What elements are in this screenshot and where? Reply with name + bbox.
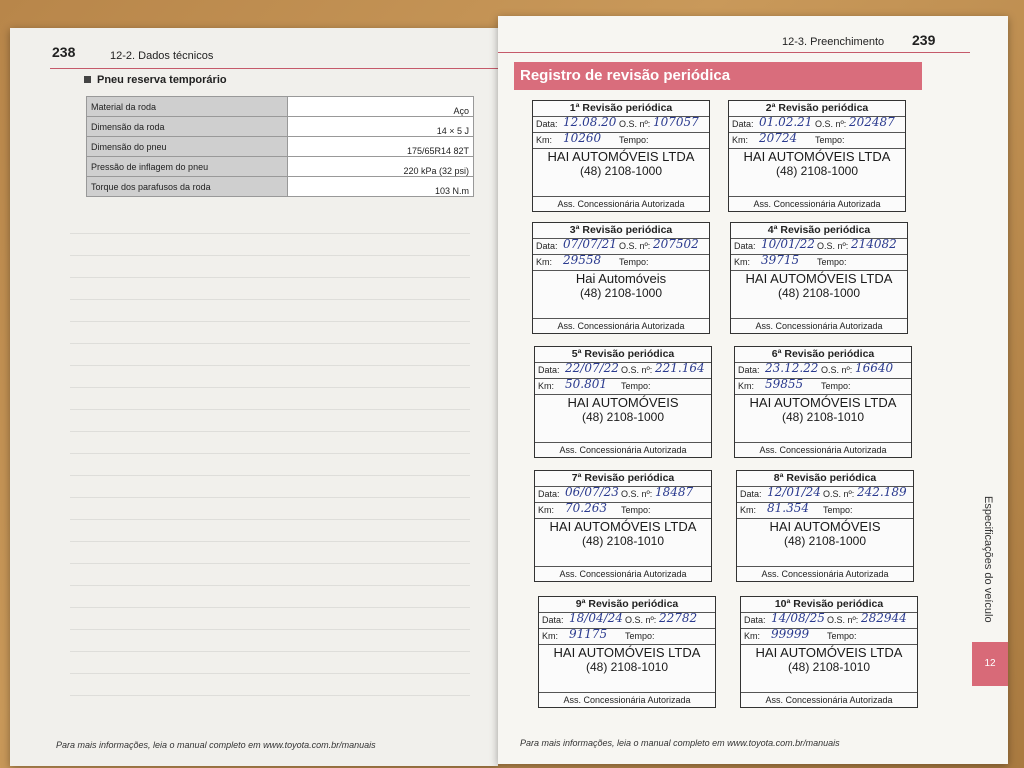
revision-card: [730, 222, 908, 334]
table-row: [87, 177, 474, 197]
card-title: 10ª Revisão periódica: [741, 597, 917, 613]
spec-label: Pressão de inflagem do pneu: [87, 157, 288, 177]
dealer-stamp: [539, 645, 715, 675]
signature-line: Ass. Concessionária Autorizada: [535, 566, 711, 581]
handwritten-km: 99999: [771, 627, 810, 641]
handwritten-date: 06/07/23: [565, 485, 619, 499]
side-label: [968, 486, 1008, 636]
section-title-left: 12-2. Dados técnicos: [110, 50, 214, 62]
handwritten-km: 70.263: [565, 501, 607, 515]
handwritten-date: 23.12.22: [765, 361, 819, 375]
revision-card: [740, 596, 918, 708]
left-page: [10, 28, 498, 766]
card-title: 3ª Revisão periódica: [533, 223, 709, 239]
stamp-name: HAI AUTOMÓVEIS LTDA: [743, 149, 891, 164]
stamp-name: HAI AUTOMÓVEIS LTDA: [553, 645, 701, 660]
signature-line: Ass. Concessionária Autorizada: [737, 566, 913, 581]
handwritten-km: 50.801: [565, 377, 607, 391]
handwritten-date: 22/07/22: [565, 361, 619, 375]
handwritten-os: 207502: [653, 237, 699, 251]
handwritten-km: 29558: [563, 253, 602, 267]
handwritten-date: 07/07/21: [563, 237, 617, 251]
tempo-label: Tempo:: [619, 257, 649, 267]
revision-card: [734, 346, 912, 458]
spec-label: Material da roda: [87, 97, 288, 117]
dealer-stamp: [741, 645, 917, 675]
card-km-row: [729, 133, 905, 149]
card-date-row: [729, 117, 905, 133]
spec-value: 220 kPa (32 psi): [288, 157, 474, 177]
bullet-square-icon: [84, 76, 91, 83]
date-label: Data:: [744, 615, 766, 625]
os-label: O.S. nº:: [821, 365, 853, 375]
date-label: Data:: [738, 365, 760, 375]
table-row: [87, 97, 474, 117]
tempo-label: Tempo:: [621, 505, 651, 515]
km-label: Km:: [732, 135, 749, 145]
dealer-stamp: [535, 395, 711, 425]
card-date-row: [735, 363, 911, 379]
date-label: Data:: [536, 241, 558, 251]
dealer-stamp: [535, 519, 711, 549]
revision-card: [538, 596, 716, 708]
date-label: Data:: [740, 489, 762, 499]
handwritten-os: 214082: [851, 237, 897, 251]
dealer-stamp: [737, 519, 913, 549]
card-date-row: [741, 613, 917, 629]
km-label: Km:: [538, 381, 555, 391]
dealer-stamp: [731, 271, 907, 301]
stamp-phone: (48) 2108-1010: [581, 534, 665, 548]
banner-title: Registro de revisão periódica: [514, 62, 922, 90]
stamp-name: HAI AUTOMÓVEIS LTDA: [749, 395, 897, 410]
card-km-row: [533, 133, 709, 149]
stamp-name: HAI AUTOMÓVEIS LTDA: [549, 519, 697, 534]
tempo-label: Tempo:: [823, 505, 853, 515]
spec-label: Dimensão do pneu: [87, 137, 288, 157]
table-row: [87, 117, 474, 137]
revision-card: [534, 470, 712, 582]
card-title: 2ª Revisão periódica: [729, 101, 905, 117]
handwritten-km: 91175: [569, 627, 608, 641]
spec-table: [86, 96, 474, 197]
card-km-row: [539, 629, 715, 645]
card-km-row: [741, 629, 917, 645]
spec-value: 103 N.m: [288, 177, 474, 197]
os-label: O.S. nº:: [625, 615, 657, 625]
header-rule-left: [50, 68, 498, 69]
signature-line: Ass. Concessionária Autorizada: [729, 196, 905, 211]
header-rule-right: [498, 52, 970, 53]
handwritten-os: 282944: [861, 611, 907, 625]
handwritten-os: 202487: [849, 115, 895, 129]
os-label: O.S. nº:: [621, 489, 653, 499]
tempo-label: Tempo:: [827, 631, 857, 641]
stamp-name: HAI AUTOMÓVEIS LTDA: [755, 645, 903, 660]
card-title: 6ª Revisão periódica: [735, 347, 911, 363]
card-km-row: [735, 379, 911, 395]
subheading-text: Pneu reserva temporário: [97, 74, 227, 86]
spec-value: Aço: [288, 97, 474, 117]
card-km-row: [533, 255, 709, 271]
km-label: Km:: [538, 505, 555, 515]
dealer-stamp: [729, 149, 905, 179]
tempo-label: Tempo:: [621, 381, 651, 391]
card-title: 1ª Revisão periódica: [533, 101, 709, 117]
os-label: O.S. nº:: [815, 119, 847, 129]
os-label: O.S. nº:: [619, 119, 651, 129]
stamp-phone: (48) 2108-1000: [581, 410, 665, 424]
spec-value: 14 × 5 J: [288, 117, 474, 137]
os-label: O.S. nº:: [817, 241, 849, 251]
handwritten-date: 10/01/22: [761, 237, 815, 251]
stamp-phone: (48) 2108-1000: [777, 286, 861, 300]
footer-left: Para mais informações, leia o manual completo em www.toyota.com.br/manuais: [56, 740, 376, 750]
stamp-name: HAI AUTOMÓVEIS LTDA: [745, 271, 893, 286]
page-number-left: 238: [52, 44, 76, 60]
date-label: Data:: [538, 489, 560, 499]
card-title: 5ª Revisão periódica: [535, 347, 711, 363]
dealer-stamp: [533, 149, 709, 179]
km-label: Km:: [744, 631, 761, 641]
revision-card: [728, 100, 906, 212]
card-title: 9ª Revisão periódica: [539, 597, 715, 613]
card-km-row: [535, 379, 711, 395]
tempo-label: Tempo:: [817, 257, 847, 267]
handwritten-date: 01.02.21: [759, 115, 813, 129]
stamp-phone: (48) 2108-1010: [787, 660, 871, 674]
revision-card: [532, 222, 710, 334]
stamp-name: Hai Automóveis: [575, 271, 667, 286]
card-km-row: [737, 503, 913, 519]
tempo-label: Tempo:: [815, 135, 845, 145]
handwritten-os: 18487: [655, 485, 694, 499]
bleed-through-texture: [70, 233, 470, 703]
revision-card: [534, 346, 712, 458]
card-date-row: [731, 239, 907, 255]
os-label: O.S. nº:: [827, 615, 859, 625]
tempo-label: Tempo:: [821, 381, 851, 391]
revision-card: [532, 100, 710, 212]
handwritten-date: 18/04/24: [569, 611, 623, 625]
handwritten-os: 16640: [855, 361, 894, 375]
handwritten-km: 81.354: [767, 501, 809, 515]
table-row: [87, 157, 474, 177]
km-label: Km:: [734, 257, 751, 267]
date-label: Data:: [734, 241, 756, 251]
stamp-name: HAI AUTOMÓVEIS LTDA: [547, 149, 695, 164]
date-label: Data:: [538, 365, 560, 375]
handwritten-os: 242.189: [857, 485, 907, 499]
signature-line: Ass. Concessionária Autorizada: [731, 318, 907, 333]
card-title: 7ª Revisão periódica: [535, 471, 711, 487]
card-date-row: [535, 363, 711, 379]
os-label: O.S. nº:: [621, 365, 653, 375]
card-title: 4ª Revisão periódica: [731, 223, 907, 239]
table-row: [87, 137, 474, 157]
signature-line: Ass. Concessionária Autorizada: [741, 692, 917, 707]
side-label-text: Especificações do veículo: [982, 496, 994, 623]
date-label: Data:: [542, 615, 564, 625]
section-title-right: 12-3. Preenchimento: [782, 36, 885, 48]
signature-line: Ass. Concessionária Autorizada: [539, 692, 715, 707]
stamp-phone: (48) 2108-1000: [579, 286, 663, 300]
stamp-phone: (48) 2108-1010: [781, 410, 865, 424]
handwritten-date: 12.08.20: [563, 115, 617, 129]
subheading: [84, 74, 227, 86]
spec-value: 175/65R14 82T: [288, 137, 474, 157]
tempo-label: Tempo:: [619, 135, 649, 145]
spec-label: Dimensão da roda: [87, 117, 288, 137]
km-label: Km:: [738, 381, 755, 391]
signature-line: Ass. Concessionária Autorizada: [533, 196, 709, 211]
stamp-name: HAI AUTOMÓVEIS: [567, 395, 679, 410]
os-label: O.S. nº:: [823, 489, 855, 499]
signature-line: Ass. Concessionária Autorizada: [535, 442, 711, 457]
right-page: [498, 16, 1008, 764]
chapter-tab: 12: [972, 642, 1008, 686]
date-label: Data:: [732, 119, 754, 129]
card-km-row: [535, 503, 711, 519]
handwritten-os: 107057: [653, 115, 699, 129]
dealer-stamp: [735, 395, 911, 425]
spec-label: Torque dos parafusos da roda: [87, 177, 288, 197]
stamp-phone: (48) 2108-1000: [783, 534, 867, 548]
stamp-phone: (48) 2108-1000: [775, 164, 859, 178]
handwritten-os: 221.164: [655, 361, 705, 375]
page-number-right: 239: [912, 32, 936, 48]
stamp-name: HAI AUTOMÓVEIS: [769, 519, 881, 534]
stamp-phone: (48) 2108-1010: [585, 660, 669, 674]
card-date-row: [737, 487, 913, 503]
card-date-row: [539, 613, 715, 629]
dealer-stamp: [533, 271, 709, 301]
signature-line: Ass. Concessionária Autorizada: [735, 442, 911, 457]
card-date-row: [535, 487, 711, 503]
km-label: Km:: [536, 135, 553, 145]
handwritten-km: 10260: [563, 131, 602, 145]
footer-right: Para mais informações, leia o manual completo em www.toyota.com.br/manuais: [520, 738, 840, 748]
card-title: 8ª Revisão periódica: [737, 471, 913, 487]
handwritten-km: 20724: [759, 131, 798, 145]
date-label: Data:: [536, 119, 558, 129]
km-label: Km:: [536, 257, 553, 267]
signature-line: Ass. Concessionária Autorizada: [533, 318, 709, 333]
km-label: Km:: [542, 631, 559, 641]
card-km-row: [731, 255, 907, 271]
handwritten-date: 12/01/24: [767, 485, 821, 499]
tempo-label: Tempo:: [625, 631, 655, 641]
os-label: O.S. nº:: [619, 241, 651, 251]
card-date-row: [533, 239, 709, 255]
revision-card: [736, 470, 914, 582]
handwritten-km: 39715: [761, 253, 800, 267]
handwritten-os: 22782: [659, 611, 698, 625]
card-date-row: [533, 117, 709, 133]
handwritten-km: 59855: [765, 377, 804, 391]
handwritten-date: 14/08/25: [771, 611, 825, 625]
km-label: Km:: [740, 505, 757, 515]
stamp-phone: (48) 2108-1000: [579, 164, 663, 178]
